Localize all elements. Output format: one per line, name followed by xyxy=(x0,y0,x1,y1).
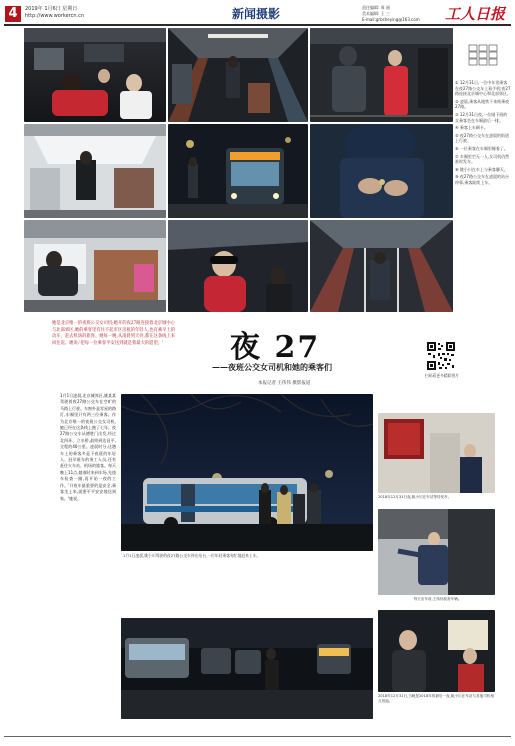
caption-bus-night: 1月1日凌晨,姚小川驾驶的夜27路公交车停在站台,一位年轻乘客匆忙地赶来上车。 xyxy=(123,553,261,558)
photo-empty-bus-interior xyxy=(310,220,453,312)
photo-drivers-greeting xyxy=(378,610,495,692)
website[interactable]: http://www.workercn.cn xyxy=(25,13,85,19)
photo-hands-counting-coins xyxy=(310,124,453,218)
editor-email[interactable]: E-mail:grbsheying@163.com xyxy=(362,17,420,22)
caption-keys: 每天出车前,王伟伟检查车辆。 xyxy=(413,597,462,601)
sidebar-caption: ② 凌晨,乘客从地铁下来换乘夜27路。 xyxy=(455,98,510,110)
caption-checking: 2018年12月31日,当晚是2018年的最后一夜,姚小川在车站与其他司机相互祝福。 xyxy=(378,694,494,703)
date-line: 2019年 1月6日 星期日 xyxy=(25,6,78,12)
page-number: 4 xyxy=(8,6,18,21)
story-subtitle: ——夜班公交女司机和她的乘客们 xyxy=(212,362,332,372)
qr-note: 扫码看更多精彩图片 xyxy=(424,373,460,378)
masthead-rule xyxy=(4,24,511,26)
footer-rule xyxy=(4,736,511,737)
editor-line-2: 美术编辑: 王 三 xyxy=(362,11,390,16)
photo-bus-front-at-night xyxy=(168,124,308,218)
section-title: 新闻摄影 xyxy=(232,7,281,21)
sidebar-caption: ⑤ 夜27路公交车在凌晨的街道上行驶。 xyxy=(455,132,509,144)
page-number-box xyxy=(5,6,21,22)
body-column-1: 1月1日凌晨,北京城郊区,姚某某驾驶着夜27路公交车在空旷的马路上行驶。车窗外是零星的路灯,车厢里只有两三位乘客。作为北京唯一的夜班公交女司机,她已经在这条线上跑了七年。夜27路公交车从德胜门出发,经过北四环、立水桥,最终到达昌平,全程约40公里。凌晨时分,这趟车上的乘客多是下夜班的年轻人、赶早班车的务工人员,还有赶往火车站、机场的旅客。每天晚上11点,她准时来到车场,先绕车检查一圈,再开始一夜的工作。'开夜车最重要的是安全,乘客坐上来,就要平平安安地送到家。'她说。 xyxy=(60,393,116,501)
story-intro: 她是北京唯一的夜班公交女司机;她开的夜27路连接着北京城中心与北部郊区,她的乘客里有住不起市区房租的年轻人,也有乘早上的动车、赶去机场的旅客。她每一晚,从凌晨到天亮,都在这条线上来回往返。她说:'把每一位乘客平安送到就是我最大的愿望。' xyxy=(52,321,176,346)
sidebar-caption: ④ 乘客上车刷卡。 xyxy=(455,125,488,131)
photo-sleeping-passenger xyxy=(24,220,166,312)
qr-code[interactable] xyxy=(426,341,456,371)
sidebar-caption: ⑨ 夜27路公交车在凌晨的站台停靠,乘客陆续上车。 xyxy=(455,174,509,185)
photo-driver-red-jacket xyxy=(168,220,308,312)
sidebar-caption: ① 12月31日,一位中年男乘客在夜27路公交车上看手机;夜27路连接北京城中心和北部郊区。 xyxy=(455,80,511,97)
story-title: 夜 27 xyxy=(230,330,321,365)
editor-line-1: 责任编辑: 周 丽 xyxy=(362,5,390,10)
caption-station: 2018年12月31日夜,姚小川在车站等待发车。 xyxy=(378,495,452,499)
sidebar-caption: ⑧ 姚小川在车上与乘客聊天。 xyxy=(455,166,508,172)
photo-buses-parked xyxy=(121,618,373,719)
photo-driver-at-station-door xyxy=(378,413,495,493)
photo-driver-checking-bus xyxy=(378,509,495,595)
photo-number-grid-icon xyxy=(468,44,498,66)
sidebar-caption: ⑦ 车厢里空无一人,女司机仍然准时发车。 xyxy=(455,153,510,165)
photo-bus-night-boarding xyxy=(121,394,373,551)
photo-bus-aisle xyxy=(168,28,308,122)
sidebar-caption: ⑥ 一位乘客在车厢里睡着了。 xyxy=(455,145,508,151)
story-byline: 本报记者 王伟伟 摄影报道 xyxy=(258,381,311,386)
photo-passengers-seated xyxy=(24,28,166,122)
sidebar-captions xyxy=(455,80,511,186)
photo-driver-seat xyxy=(24,124,166,218)
paper-name-logo: 工人日报 xyxy=(445,5,506,23)
sidebar-caption: ③ 12月31日夜,一位刚下班的女乘客坐在车厢最后一排。 xyxy=(455,111,508,123)
photo-passenger-standing xyxy=(310,28,453,122)
